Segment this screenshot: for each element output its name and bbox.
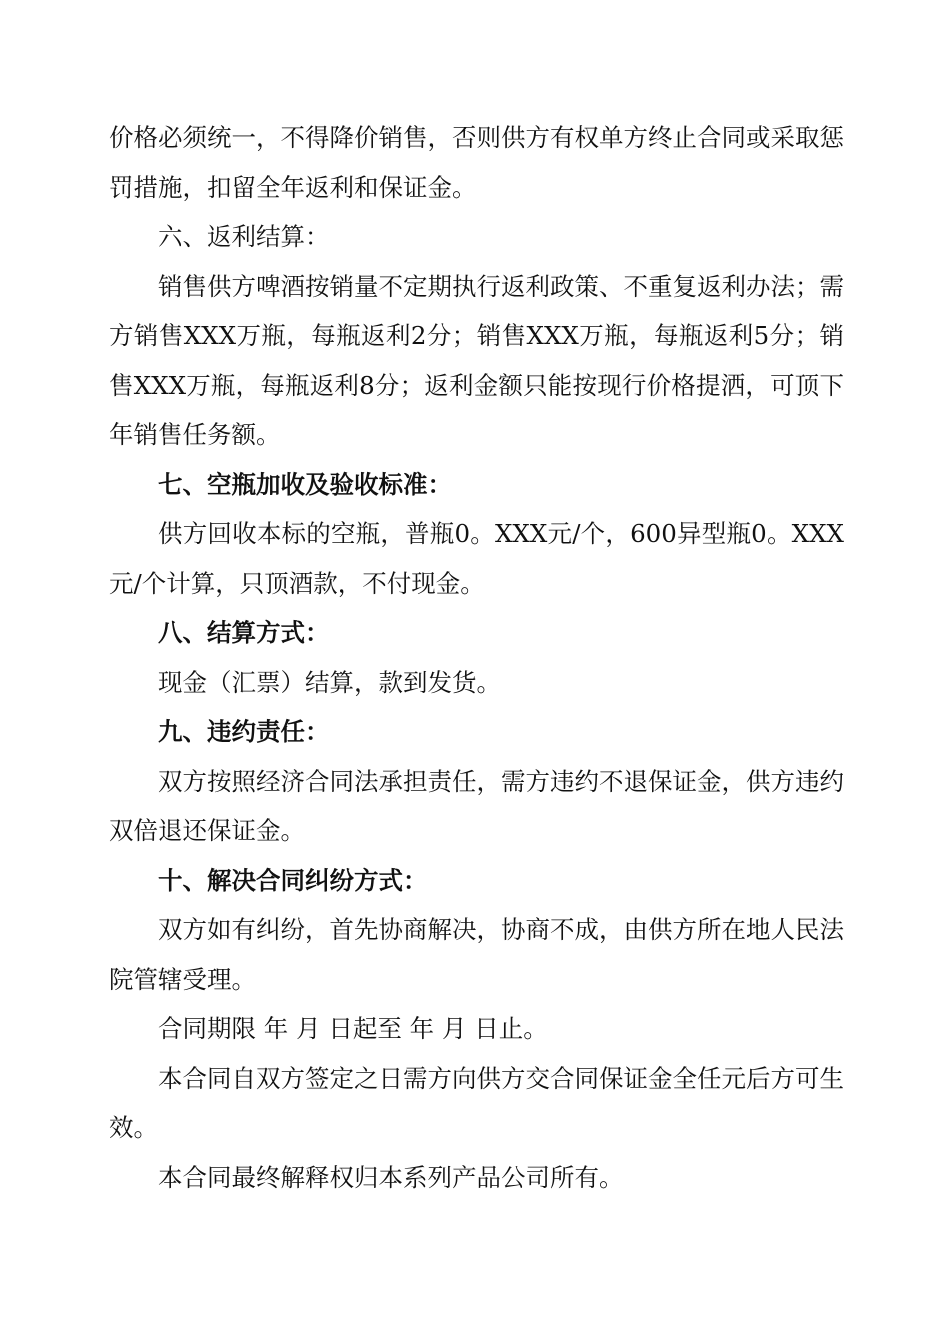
document-page [109, 113, 844, 1202]
paragraph-rebate: 销售供方啤酒按销量不定期执行返利政策、不重复返利办法；需方销售XXX万瓶，每瓶返利2分；销售XXX万瓶，每瓶返利5分；销售XXX万瓶，每瓶返利8分；返利金额只能按现行价格提洒，可顶下年销售任务额。 [109, 271, 844, 449]
paragraph-interpretation: 本合同最终解释权归本系列产品公司所有。 [158, 1162, 624, 1192]
paragraph-price-uniform: 价格必须统一，不得降价销售，否则供方有权单方终止合同或采取惩罚措施，扣留全年返利和保证金。 [109, 123, 844, 202]
paragraph-contract-term: 合同期限 年 月 日起至 年 月 日止。 [158, 1014, 548, 1043]
section-heading-empty-bottles: 七、空瓶加收及验收标准： [158, 469, 452, 499]
paragraph-empty-bottles: 供方回收本标的空瓶，普瓶0。XXX元/个，600异型瓶0。XXX元/个计算，只顶酒款，不付现金。 [109, 519, 844, 598]
paragraph-liability: 双方按照经济合同法承担责任，需方违约不退保证金，供方违约双倍退还保证金。 [109, 766, 844, 845]
paragraph-effectiveness: 本合同自双方签定之日需方向供方交合同保证金全任元后方可生效。 [109, 1063, 844, 1142]
paragraph-disputes: 双方如有纠纷，首先协商解决，协商不成，由供方所在地人民法院管辖受理。 [109, 915, 844, 994]
section-heading-liability: 九、违约责任： [158, 717, 330, 746]
section-heading-disputes: 十、解决合同纠纷方式： [158, 865, 428, 895]
section-heading-rebate: 六、返利结算： [158, 222, 330, 251]
paragraph-settlement: 现金（汇票）结算，款到发货。 [158, 667, 501, 697]
section-heading-settlement: 八、结算方式： [158, 618, 330, 647]
